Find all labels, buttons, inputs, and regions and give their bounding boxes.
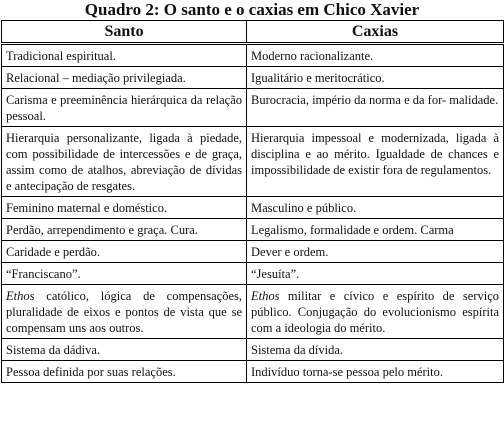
table-row: [2, 285, 504, 339]
cell-santo: [2, 197, 247, 219]
cell-santo: [2, 89, 247, 127]
cell-line: de dívidas e antecipação de resgates.: [6, 163, 242, 193]
table-row: [2, 89, 504, 127]
cell-line: Carisma e preeminência hierárquica da: [6, 93, 203, 107]
table-row: [2, 44, 504, 67]
cell-line: Hierarquia impessoal e modernizada,: [251, 131, 449, 145]
cell-caxias: [247, 263, 504, 285]
cell-line: espírita com a ideologia do mérito.: [251, 305, 499, 335]
cell-caxias: [247, 339, 504, 361]
cell-santo: [2, 127, 247, 197]
cell-line: com possibilidade de intercessões e de: [6, 147, 208, 161]
cell-line: de chances e impossibilidade de existir fora: [251, 147, 500, 177]
table-row: [2, 241, 504, 263]
table-row: [2, 339, 504, 361]
column-header-caxias: Caxias: [247, 21, 504, 44]
cell-line: Pessoa definida por suas relações.: [6, 365, 176, 379]
cell-line: graça, assim como de atalhos, abreviação: [6, 147, 242, 177]
table-row: [2, 263, 504, 285]
table-row: [2, 197, 504, 219]
column-header-santo: Santo: [2, 21, 247, 44]
cell-line: Indivíduo torna-se pessoa pelo mérito.: [251, 365, 443, 379]
cell-caxias: [247, 241, 504, 263]
cell-line: relação pessoal.: [6, 93, 243, 123]
cell-line: Feminino maternal e doméstico.: [6, 201, 168, 215]
cell-caxias: [247, 127, 504, 197]
ethos-italic: Ethos: [6, 289, 35, 303]
cell-santo: [2, 263, 247, 285]
cell-santo: [2, 285, 247, 339]
cell-line: Hierarquia personalizante, ligada à piedade,: [6, 131, 242, 145]
table-row: [2, 127, 504, 197]
cell-line: Legalismo, formalidade e ordem. Carma: [251, 223, 454, 237]
cell-line: Sistema da dívida.: [251, 343, 343, 357]
cell-caxias: [247, 285, 504, 339]
cell-line: “Jesuíta”.: [251, 267, 300, 281]
cell-line: Igualitário e meritocrático.: [251, 71, 385, 85]
cell-line: Caridade e perdão.: [6, 245, 101, 259]
cell-line: “Franciscano”.: [6, 267, 81, 281]
cell-line: Dever e ordem.: [251, 245, 329, 259]
cell-caxias: [247, 197, 504, 219]
cell-line: Relacional – mediação privilegiada.: [6, 71, 186, 85]
comparison-table: [1, 20, 504, 383]
cell-line: público. Conjugação do evolucionismo: [251, 305, 456, 319]
cell-caxias: [247, 361, 504, 383]
cell-santo: [2, 219, 247, 241]
cell-line: de regulamentos.: [405, 163, 492, 177]
cell-line: pluralidade de eixos e pontos de vista que: [6, 305, 227, 319]
cell-santo: [2, 241, 247, 263]
cell-line: militar e cívico e espírito de serviço: [279, 289, 499, 303]
cell-line: Masculino e público.: [251, 201, 357, 215]
cell-line: Perdão, arrependimento e graça. Cura.: [6, 223, 198, 237]
cell-caxias: [247, 89, 504, 127]
table-header-row: [2, 21, 504, 44]
ethos-italic: Ethos: [251, 289, 280, 303]
cell-line: se compensam uns aos outros.: [6, 305, 243, 335]
table-body: [2, 44, 504, 383]
cell-santo: [2, 361, 247, 383]
table-row: [2, 219, 504, 241]
cell-santo: [2, 44, 247, 67]
cell-line: Tradicional espiritual.: [6, 49, 116, 63]
cell-line: Burocracia, império da norma e da for-: [251, 93, 447, 107]
cell-line: malidade.: [449, 93, 499, 107]
table-caption: Quadro 2: O santo e o caxias em Chico Xavier: [84, 0, 420, 19]
cell-caxias: [247, 67, 504, 89]
cell-line: ligada à disciplina e ao mérito. Igualdade: [251, 131, 499, 161]
cell-line: Sistema da dádiva.: [6, 343, 101, 357]
cell-caxias: [247, 44, 504, 67]
cell-line: Moderno racionalizante.: [251, 49, 374, 63]
cell-caxias: [247, 219, 504, 241]
cell-line: católico, lógica de compensações,: [34, 289, 242, 303]
table-row: [2, 67, 504, 89]
cell-santo: [2, 67, 247, 89]
cell-santo: [2, 339, 247, 361]
table-row: [2, 361, 504, 383]
